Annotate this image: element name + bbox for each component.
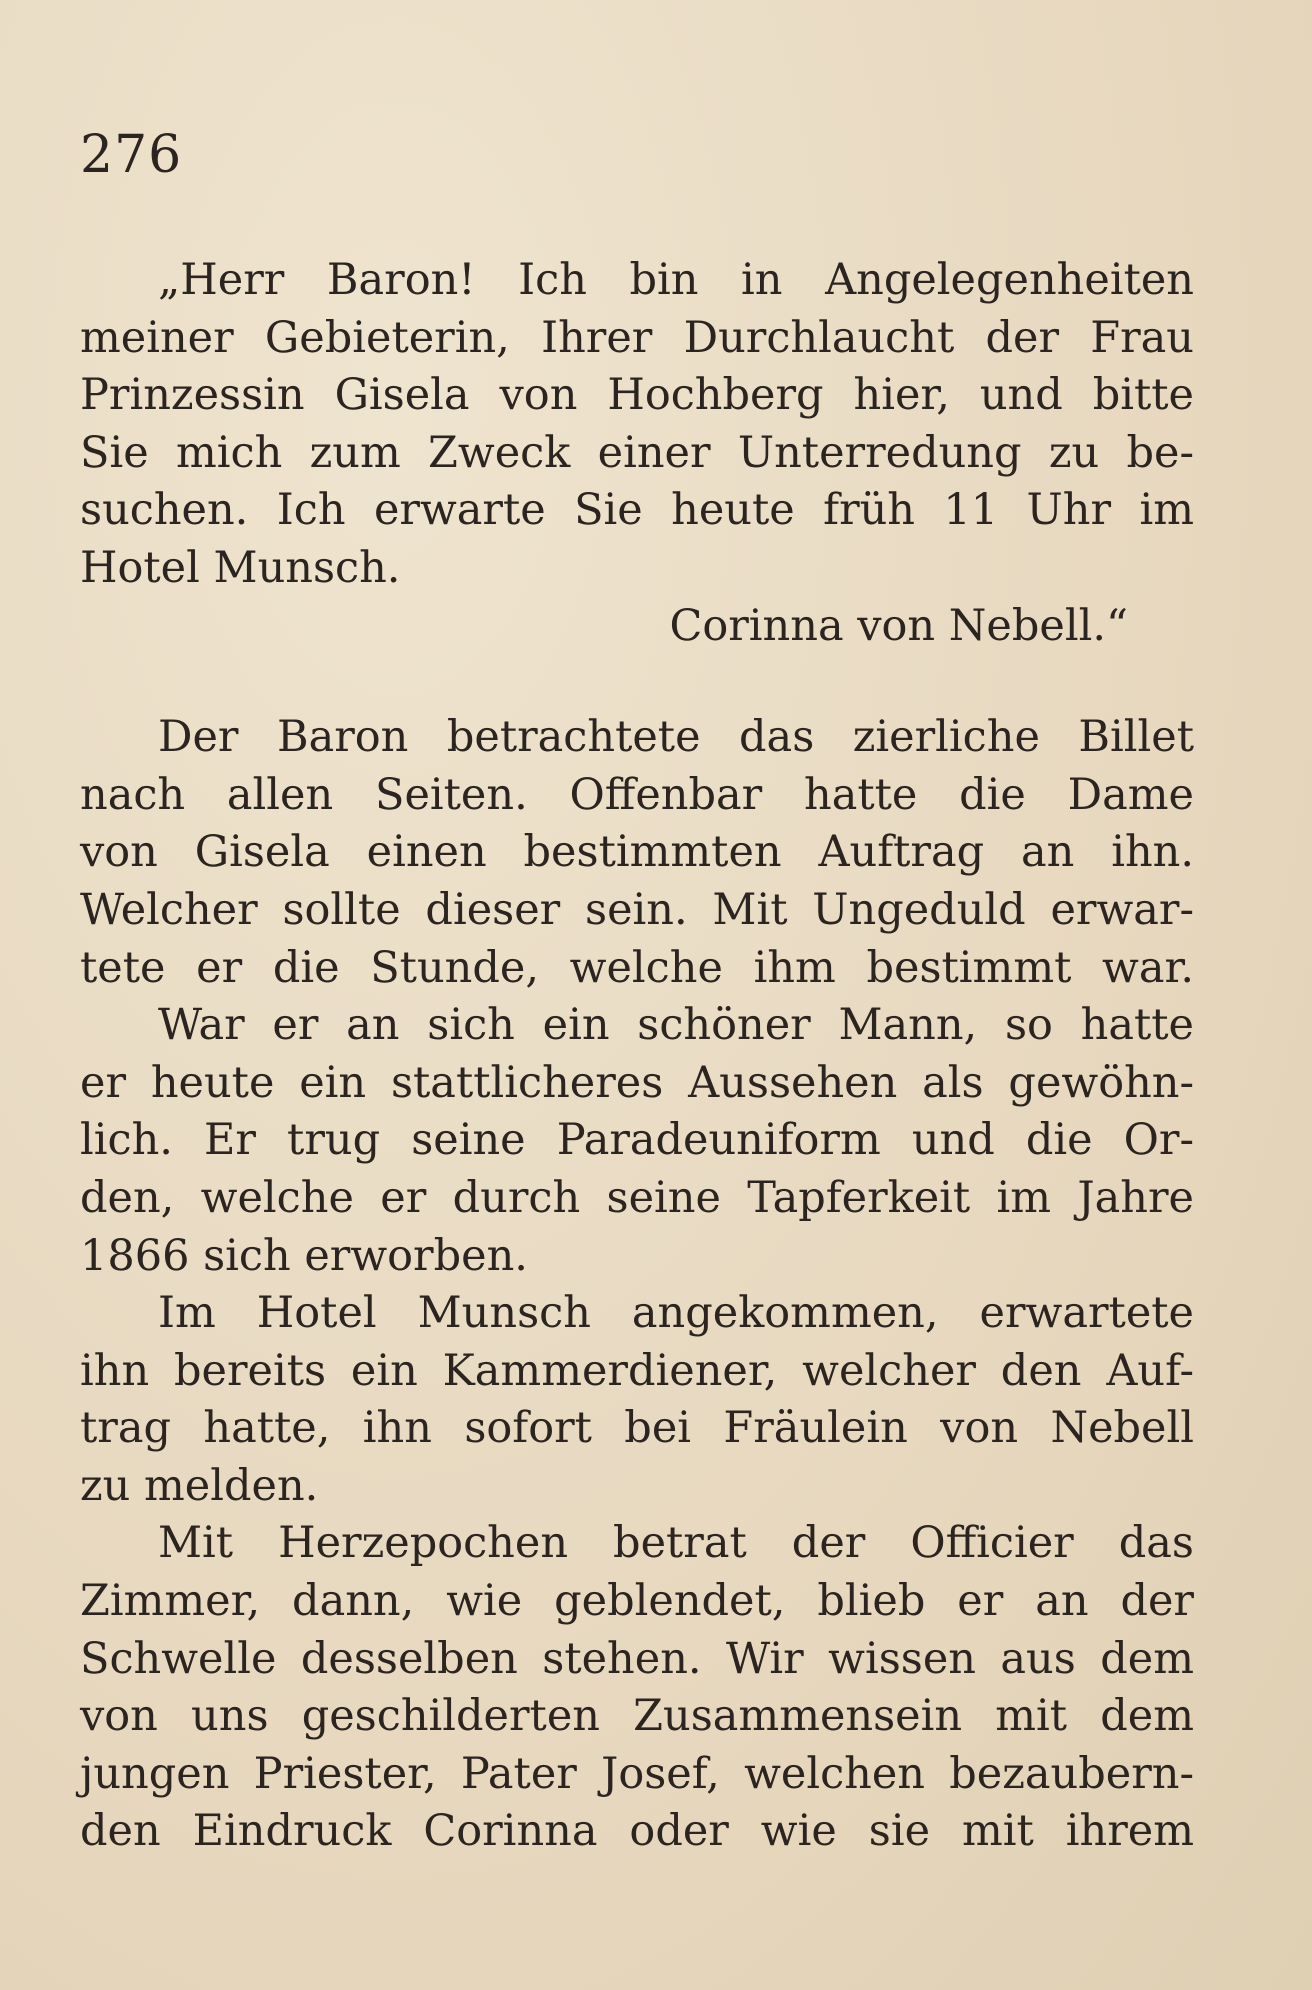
paragraph-line: trag hatte, ihn sofort bei Fräulein von Nebell <box>80 1403 1194 1454</box>
paragraph-line: von uns geschilderten Zusammensein mit dem <box>80 1691 1194 1742</box>
letter-signature: Corinna von Nebell.“ <box>669 600 1128 651</box>
paragraph-line: Welcher sollte dieser sein. Mit Ungeduld erwar- <box>80 884 1194 935</box>
paragraph-line: von Gisela einen bestimmten Auftrag an ihn. <box>80 827 1194 878</box>
paragraph-line: ihn bereits ein Kammerdiener, welcher den Auf- <box>80 1345 1194 1396</box>
paragraph-line: Im Hotel Munsch angekommen, erwartete <box>158 1288 1194 1339</box>
paragraph <box>80 997 1194 1285</box>
letter <box>80 252 1194 655</box>
paragraph-line: War er an sich ein schöner Mann, so hatte <box>158 1000 1194 1051</box>
letter-line: Sie mich zum Zweck einer Unterredung zu be- <box>80 427 1194 478</box>
paragraph-line: Der Baron betrachtete das zierliche Billet <box>158 712 1194 763</box>
letter-line: suchen. Ich erwarte Sie heute früh 11 Uhr im <box>80 485 1194 536</box>
paragraph-line: er heute ein stattlicheres Aussehen als gewöhn- <box>80 1057 1194 1108</box>
paragraph-line: nach allen Seiten. Offenbar hatte die Dame <box>80 769 1194 820</box>
paragraph-line: zu melden. <box>80 1460 319 1511</box>
page-text <box>80 252 1194 1861</box>
letter-line: meiner Gebieterin, Ihrer Durchlaucht der Frau <box>80 312 1194 363</box>
paragraph-line: den Eindruck Corinna oder wie sie mit ihrem <box>80 1806 1194 1857</box>
paragraph-line: Mit Herzepochen betrat der Officier das <box>158 1518 1194 1569</box>
letter-line: Hotel Munsch. <box>80 542 401 593</box>
paragraph-line: tete er die Stunde, welche ihm bestimmt war. <box>80 942 1194 993</box>
paragraph-line: 1866 sich erworben. <box>80 1230 528 1281</box>
paragraph-line: lich. Er trug seine Paradeuniform und die Or- <box>80 1115 1194 1166</box>
paragraph <box>80 1515 1194 1861</box>
section-gap <box>80 655 1194 709</box>
paragraph <box>80 709 1194 997</box>
letter-line: Prinzessin Gisela von Hochberg hier, und bitte <box>80 370 1194 421</box>
paragraph-line: den, welche er durch seine Tapferkeit im Jahre <box>80 1172 1194 1223</box>
paragraph <box>80 1285 1194 1515</box>
letter-line: „Herr Baron! Ich bin in Angelegenheiten <box>158 255 1194 305</box>
page-number: 276 <box>80 125 183 185</box>
paragraph-line: Schwelle desselben stehen. Wir wissen aus dem <box>80 1633 1194 1684</box>
paragraph-line: jungen Priester, Pater Josef, welchen bezaubern- <box>80 1748 1194 1799</box>
paragraph-line: Zimmer, dann, wie geblendet, blieb er an der <box>80 1576 1194 1627</box>
